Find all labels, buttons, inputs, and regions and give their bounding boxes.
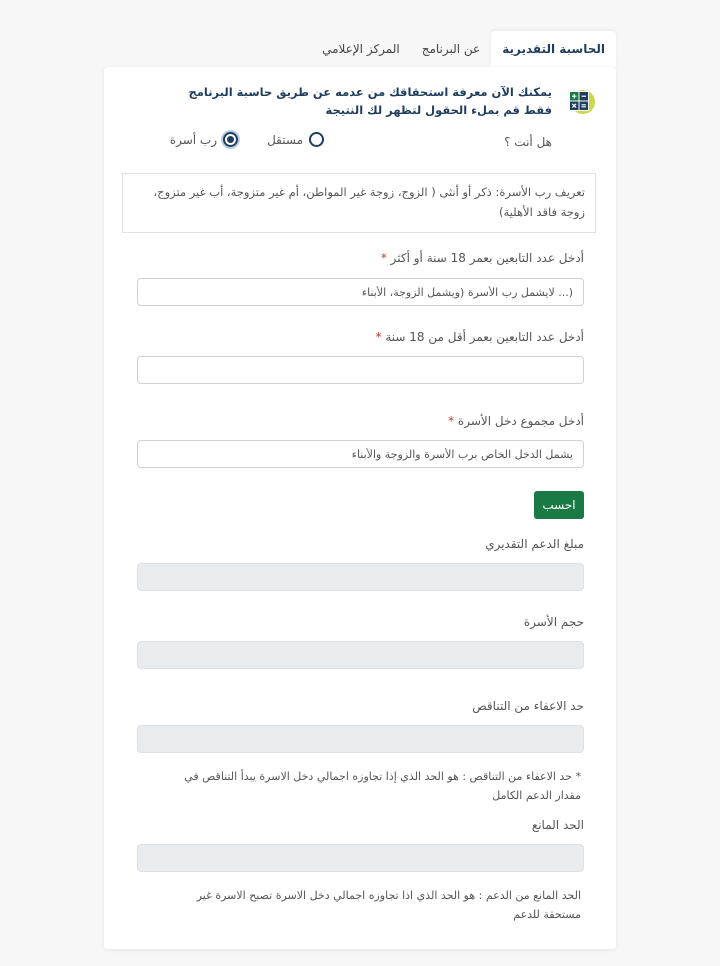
required-mark: * bbox=[375, 330, 382, 344]
support-amount-label: مبلغ الدعم التقديري bbox=[485, 537, 584, 551]
family-income-input[interactable] bbox=[137, 440, 584, 468]
minors-field-label: أدخل عدد التابعين بعمر أقل من 18 سنة * bbox=[375, 330, 584, 344]
radio-head-of-family[interactable] bbox=[170, 132, 238, 147]
tab-bar bbox=[311, 31, 616, 67]
calculator-logo-icon bbox=[567, 88, 595, 116]
cutoff-note: الحد المانع من الدعم : هو الحد الذي اذا تجاوزه اجمالي دخل الاسرة تصبح الاسرة غير مستحقة للدعم bbox=[196, 889, 581, 921]
cutoff-limit-output bbox=[137, 844, 584, 872]
family-size-label: حجم الأسرة bbox=[523, 615, 584, 629]
family-size-output bbox=[137, 641, 584, 669]
exemption-limit-label: حد الاعفاء من التناقص bbox=[472, 699, 584, 713]
radio-independent-label: مستقل bbox=[267, 132, 303, 147]
exemption-limit-output bbox=[137, 725, 584, 753]
calculator-card bbox=[104, 67, 616, 949]
cutoff-limit-label: الحد المانع bbox=[531, 818, 584, 832]
radio-head-label: رب أسرة bbox=[169, 132, 217, 147]
adults-field-label: أدخل عدد التابعين بعمر 18 سنة أو أكثر * bbox=[380, 251, 584, 265]
adults-count-input[interactable] bbox=[137, 278, 584, 306]
question-label: هل أنت ؟ bbox=[504, 135, 552, 149]
radio-unselected-icon bbox=[309, 132, 324, 147]
radio-selected-icon bbox=[223, 132, 238, 147]
income-field-label: أدخل مجموع دخل الأسرة * bbox=[448, 414, 584, 428]
intro-text: يمكنك الآن معرفة استحقاقك من عدمه عن طريق حاسبة البرنامج فقط قم بملء الحقول لتظهر لك النتيجة bbox=[188, 85, 552, 117]
exemption-note: * حد الاعفاء من التناقص : هو الحد الذي إذا تجاوزه اجمالي دخل الاسرة يبدأ التناقص في مقدار الدعم الكامل bbox=[184, 770, 581, 802]
tab-about[interactable]: عن البرنامج bbox=[421, 42, 481, 56]
calculate-button[interactable]: احسب bbox=[534, 491, 584, 519]
tab-calculator[interactable]: الحاسبة التقديرية bbox=[491, 31, 616, 67]
required-mark: * bbox=[380, 251, 387, 265]
required-mark: * bbox=[448, 414, 455, 428]
definition-box: تعريف رب الأسرة: ذكر أو أنثى ( الزوج، زوجة غير المواطن، أم غير متزوجة، أب غير متزوج، زوجة فاقد الأهلية) bbox=[122, 173, 596, 233]
tab-media-center[interactable]: المركز الإعلامي bbox=[322, 42, 400, 56]
radio-independent[interactable] bbox=[267, 132, 324, 147]
minors-count-input[interactable] bbox=[137, 356, 584, 384]
support-amount-output bbox=[137, 563, 584, 591]
